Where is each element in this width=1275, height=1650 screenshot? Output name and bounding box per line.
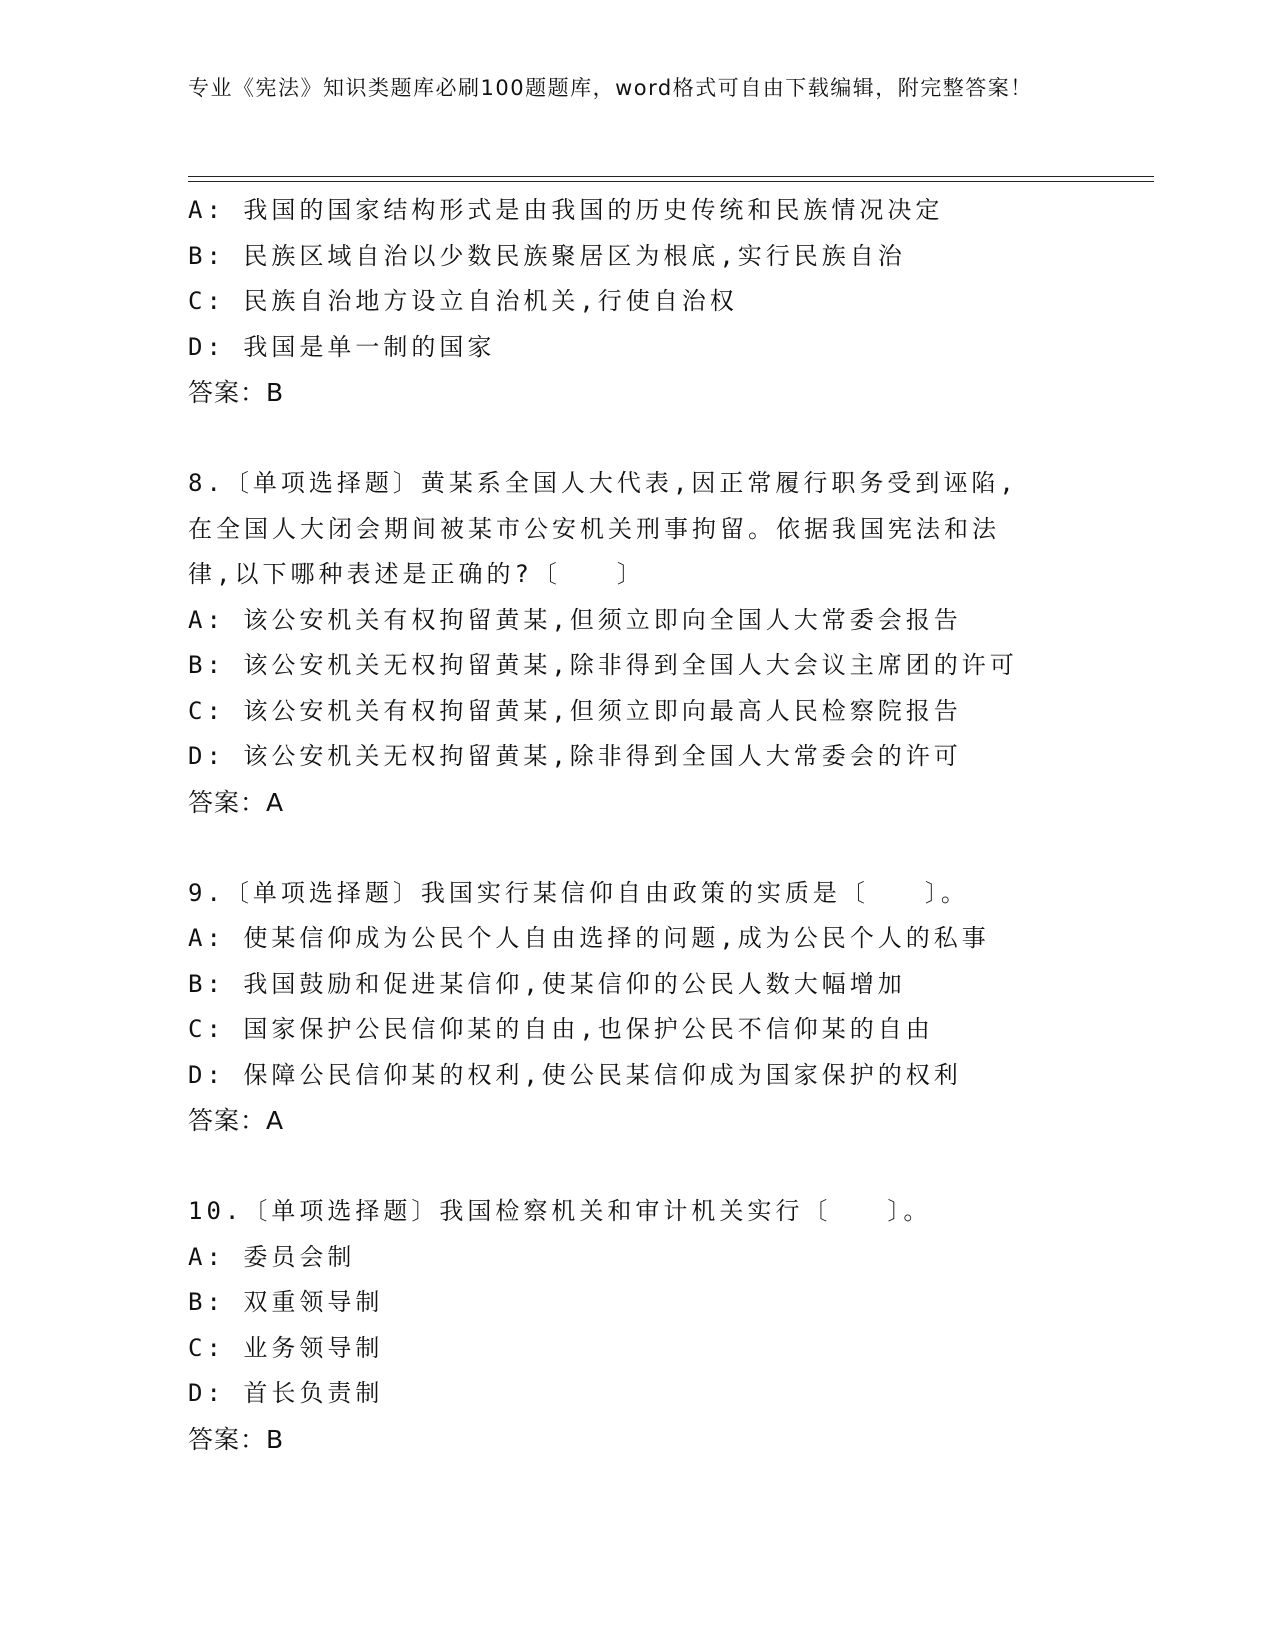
option-c: C: 国家保护公民信仰某的自由,也保护公民不信仰某的自由 xyxy=(188,1015,934,1043)
option-a: A: 委员会制 xyxy=(188,1242,356,1271)
question-list xyxy=(188,188,1088,1462)
header-rule-top xyxy=(188,176,1154,177)
option-d: D: 我国是单一制的国家 xyxy=(188,332,496,361)
option-b: B: 该公安机关无权拘留黄某,除非得到全国人大会议主席团的许可 xyxy=(188,651,1018,679)
question-text: 8.〔单项选择题〕黄某系全国人大代表,因正常履行职务受到诬陷,在全国人大闭会期间被某市公安机关刑事拘留。依据我国宪法和法律,以下哪种表述是正确的?〔 〕 xyxy=(188,469,1018,588)
question-block-8 xyxy=(188,461,1088,825)
spacer xyxy=(188,1144,1088,1190)
option-d: D: 保障公民信仰某的权利,使公民某信仰成为国家保护的权利 xyxy=(188,1060,962,1089)
question-block-9 xyxy=(188,871,1088,1144)
option-a: A: 该公安机关有权拘留黄某,但须立即向全国人大常委会报告 xyxy=(188,605,962,634)
option-c: C: 该公安机关有权拘留黄某,但须立即向最高人民检察院报告 xyxy=(188,696,962,725)
option-b: B: 双重领导制 xyxy=(188,1288,384,1316)
answer-label: 答案：A xyxy=(188,787,285,817)
spacer xyxy=(188,416,1088,462)
option-b: B: 我国鼓励和促进某信仰,使某信仰的公民人数大幅增加 xyxy=(188,969,906,998)
option-c: C: 业务领导制 xyxy=(188,1333,384,1362)
header-rule-bottom xyxy=(188,181,1154,182)
question-text: 10.〔单项选择题〕我国检察机关和审计机关实行〔 〕。 xyxy=(188,1197,932,1225)
answer-label: 答案：B xyxy=(188,1424,285,1454)
option-c: C: 民族自治地方设立自治机关,行使自治权 xyxy=(188,287,738,315)
document-header: 专业《宪法》知识类题库必刷100题题库，word格式可自由下载编辑，附完整答案！ xyxy=(188,76,1033,100)
answer-label: 答案：B xyxy=(188,378,285,407)
option-d: D: 首长负责制 xyxy=(188,1379,384,1407)
question-block-10 xyxy=(188,1189,1088,1462)
question-text: 9.〔单项选择题〕我国实行某信仰自由政策的实质是〔 〕。 xyxy=(188,878,969,907)
option-a: A: 使某信仰成为公民个人自由选择的问题,成为公民个人的私事 xyxy=(188,924,990,952)
question-block-7 xyxy=(188,188,1088,416)
answer-label: 答案：A xyxy=(188,1106,285,1135)
option-b: B: 民族区域自治以少数民族聚居区为根底,实行民族自治 xyxy=(188,241,906,270)
option-a: A: 我国的国家结构形式是由我国的历史传统和民族情况决定 xyxy=(188,196,944,224)
spacer xyxy=(188,825,1088,871)
option-d: D: 该公安机关无权拘留黄某,除非得到全国人大常委会的许可 xyxy=(188,742,962,770)
